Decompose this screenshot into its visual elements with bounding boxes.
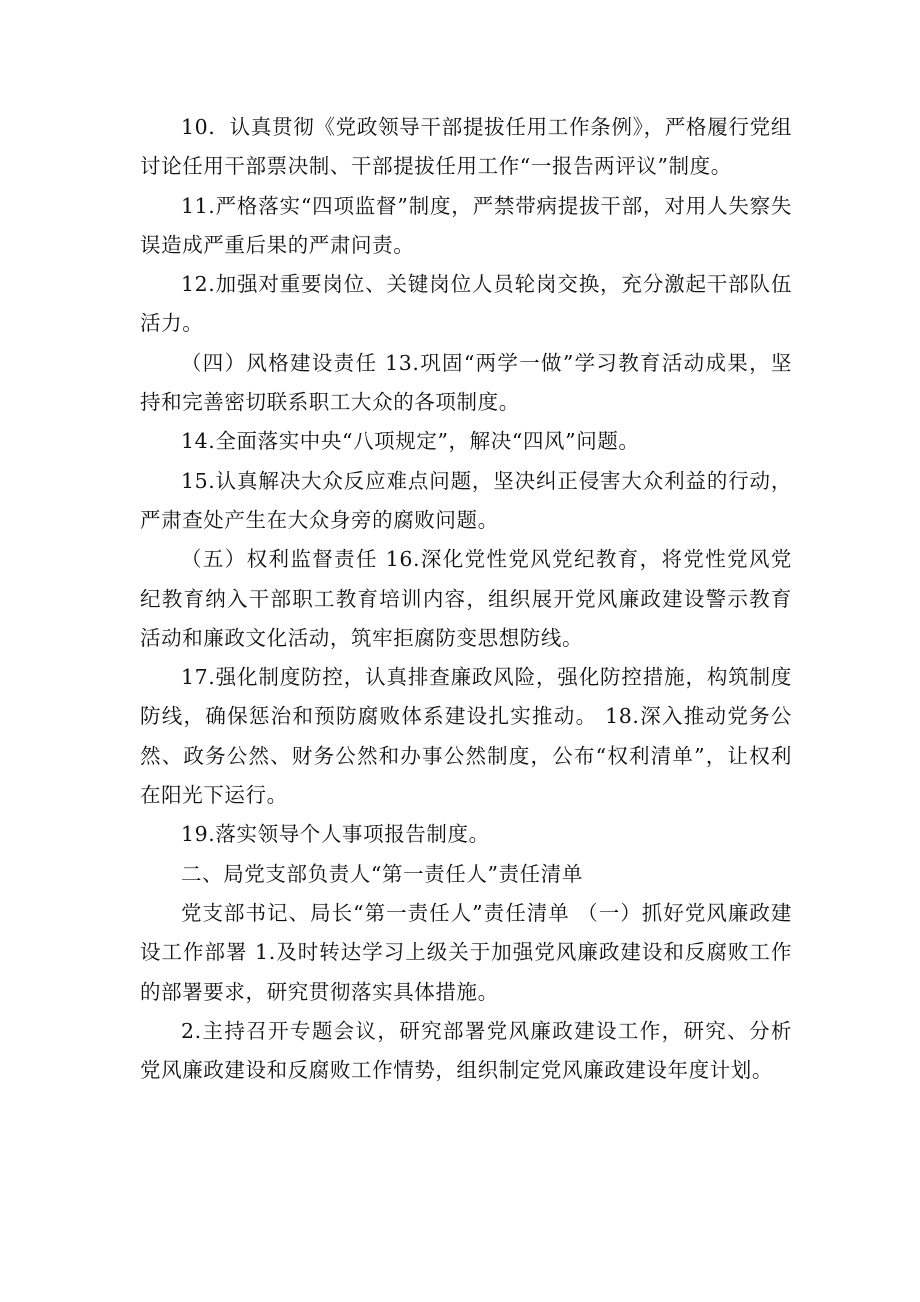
document-body bbox=[140, 108, 792, 1090]
paragraph-section-4: （四）风格建设责任 13.巩固“两学一做”学习教育活动成果，坚持和完善密切联系职工大众的各项制度。 bbox=[140, 350, 792, 415]
paragraph-item-14: 14.全面落实中央“八项规定”，解决“四风”问题。 bbox=[181, 429, 640, 454]
section-heading-2: 二、局党支部负责人“第一责任人”责任清单 bbox=[181, 861, 583, 886]
paragraph-item-17-18: 17.强化制度防控，认真排查廉政风险，强化防控措施，构筑制度防线，确保惩治和预防腐败体系建设扎实推动。 18.深入推动党务公然、政务公然、财务公然和办事公然制度，公布“权利清单”，让权利在阳光下运行。 bbox=[140, 665, 792, 808]
paragraph-responsibility-list: 党支部书记、局长“第一责任人”责任清单 （一）抓好党风廉政建设工作部署 1.及时转达学习上级关于加强党风廉政建设和反腐败工作的部署要求，研究贯彻落实具体措施。 bbox=[140, 900, 792, 1004]
paragraph-item-12: 12.加强对重要岗位、关键岗位人员轮岗交换，充分激起干部队伍活力。 bbox=[140, 272, 792, 336]
paragraph-section-5: （五）权利监督责任 16.深化党性党风党纪教育，将党性党风党纪教育纳入干部职工教育培训内容，组织展开党风廉政建设警示教育活动和廉政文化活动，筑牢拒腐防变思想防线。 bbox=[140, 547, 792, 650]
paragraph-item-19: 19.落实领导个人事项报告制度。 bbox=[181, 822, 490, 847]
paragraph-item-11: 11.严格落实“四项监督”制度，严禁带病提拔干部，对用人失察失误造成严重后果的严肃问责。 bbox=[140, 193, 792, 257]
paragraph-item-15: 15.认真解决大众反应难点问题，坚决纠正侵害大众利益的行动，严肃查处产生在大众身旁的腐败问题。 bbox=[140, 468, 792, 532]
paragraph-item-2: 2.主持召开专题会议，研究部署党风廉政建设工作，研究、分析党风廉政建设和反腐败工作情势，组织制定党风廉政建设年度计划。 bbox=[140, 1018, 792, 1083]
paragraph-item-10: 10．认真贯彻《党政领导干部提拔任用工作条例》，严格履行党组讨论任用干部票决制、干部提拔任用工作“一报告两评议”制度。 bbox=[140, 115, 792, 179]
